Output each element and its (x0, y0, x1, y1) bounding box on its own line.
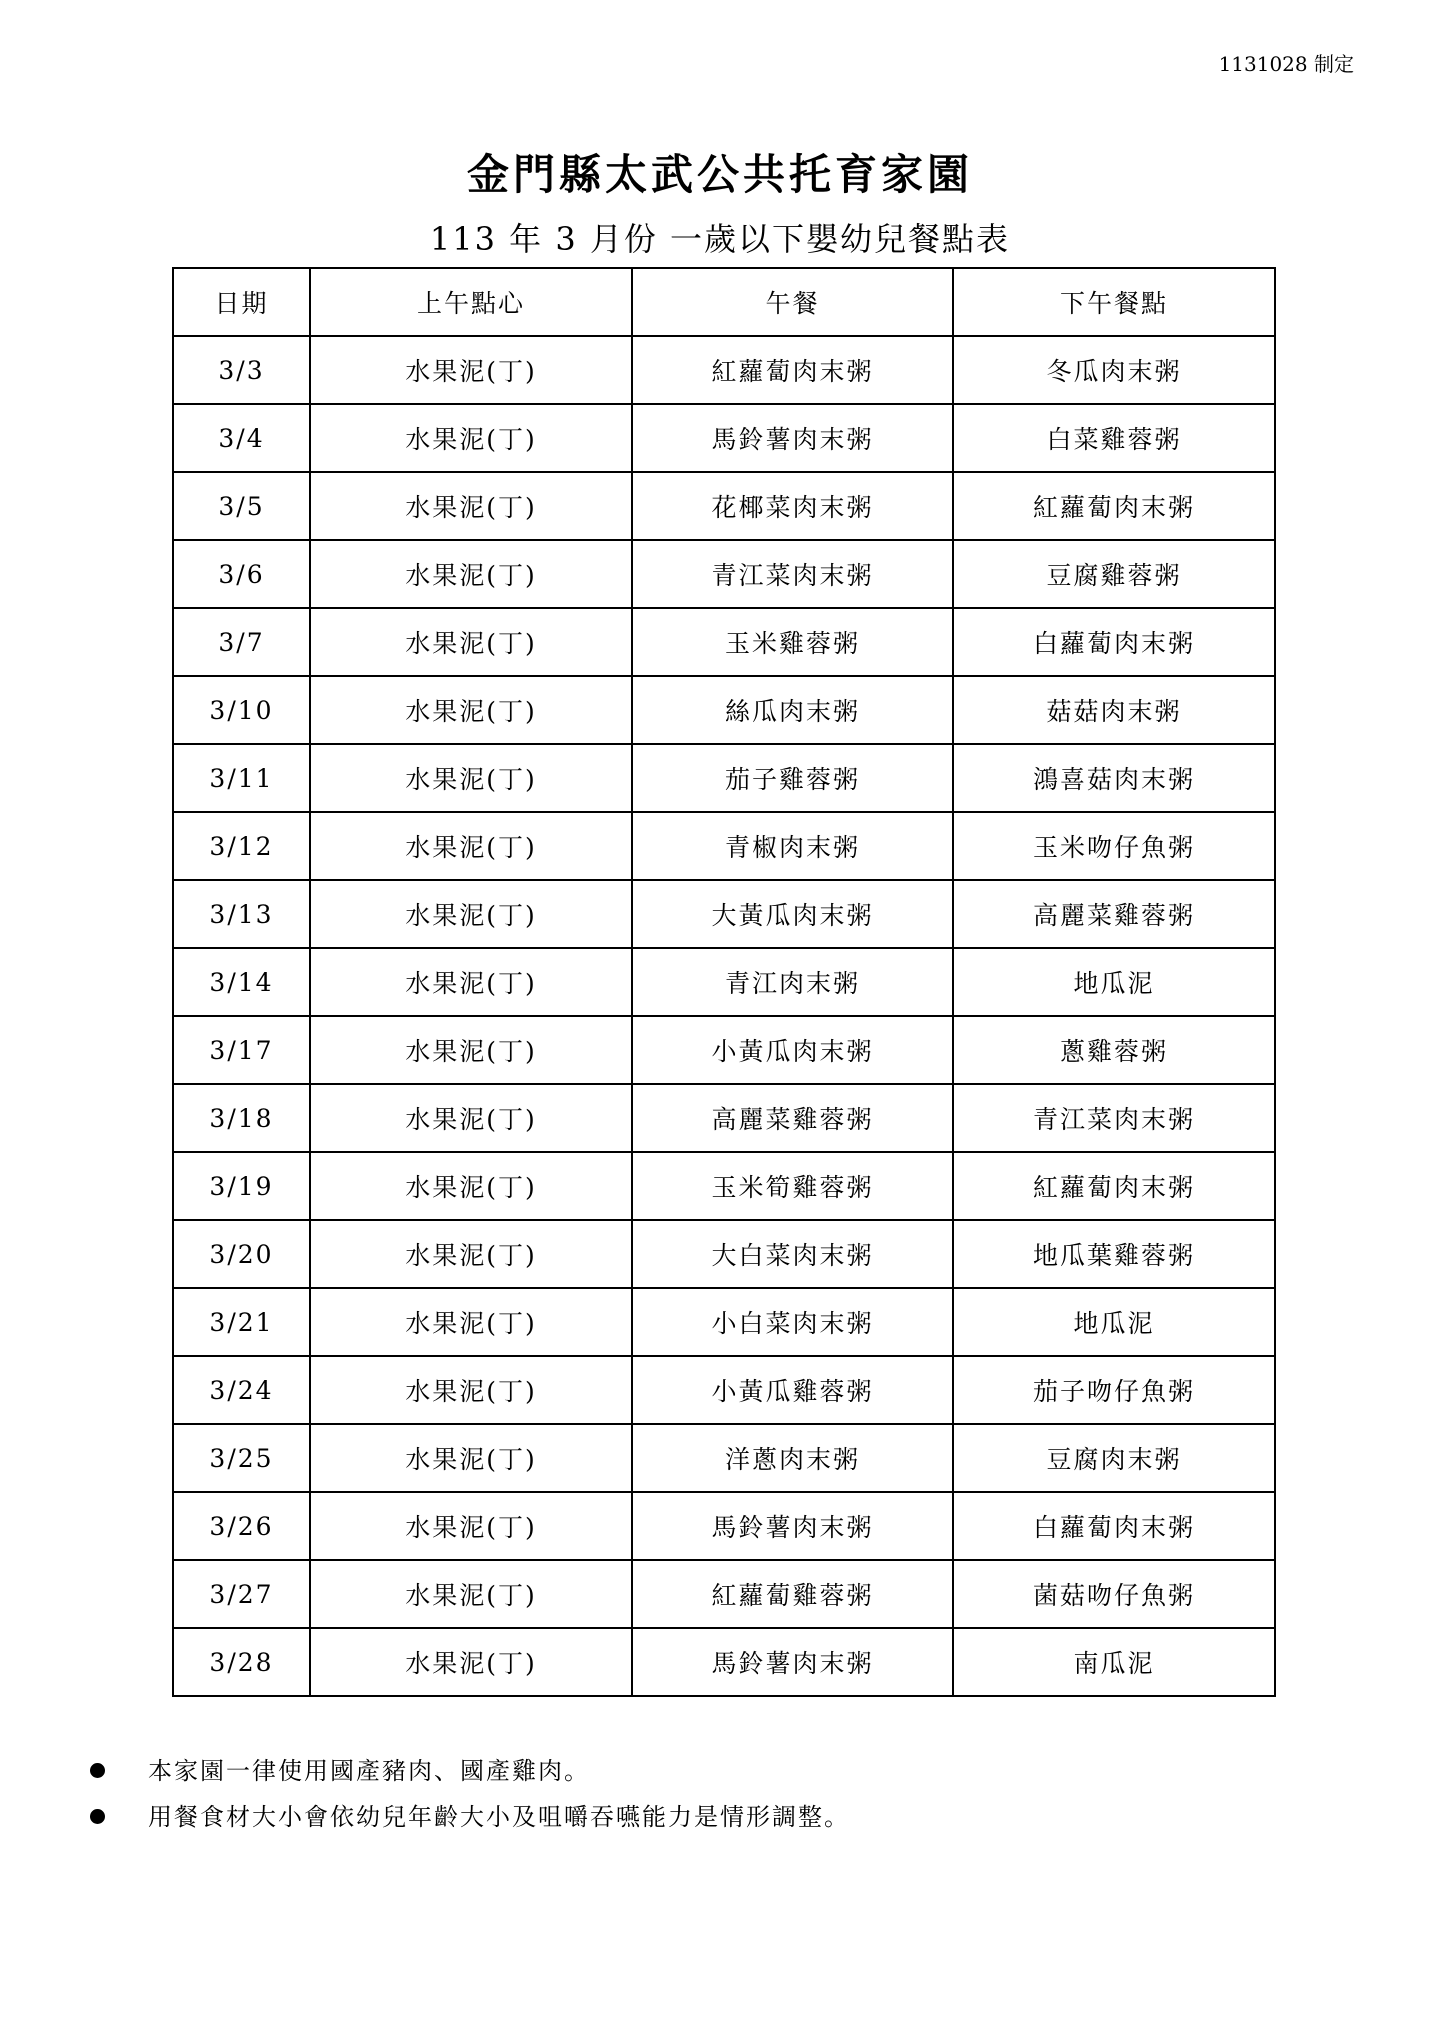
cell-morning-snack: 水果泥(丁) (310, 336, 632, 404)
cell-afternoon-snack: 南瓜泥 (953, 1628, 1275, 1696)
cell-lunch: 花椰菜肉末粥 (632, 472, 953, 540)
cell-afternoon-snack: 高麗菜雞蓉粥 (953, 880, 1275, 948)
cell-afternoon-snack: 紅蘿蔔肉末粥 (953, 1152, 1275, 1220)
cell-afternoon-snack: 冬瓜肉末粥 (953, 336, 1275, 404)
cell-morning-snack: 水果泥(丁) (310, 880, 632, 948)
table-row (173, 1628, 1275, 1696)
cell-lunch: 小白菜肉末粥 (632, 1288, 953, 1356)
cell-afternoon-snack: 豆腐雞蓉粥 (953, 540, 1275, 608)
cell-date: 3/27 (173, 1560, 310, 1628)
table-row (173, 540, 1275, 608)
cell-morning-snack: 水果泥(丁) (310, 404, 632, 472)
cell-morning-snack: 水果泥(丁) (310, 1288, 632, 1356)
cell-date: 3/7 (173, 608, 310, 676)
cell-date: 3/18 (173, 1084, 310, 1152)
cell-date: 3/11 (173, 744, 310, 812)
table-row (173, 336, 1275, 404)
cell-afternoon-snack: 紅蘿蔔肉末粥 (953, 472, 1275, 540)
cell-date: 3/3 (173, 336, 310, 404)
cell-lunch: 紅蘿蔔肉末粥 (632, 336, 953, 404)
cell-lunch: 茄子雞蓉粥 (632, 744, 953, 812)
cell-lunch: 馬鈴薯肉末粥 (632, 1628, 953, 1696)
cell-afternoon-snack: 茄子吻仔魚粥 (953, 1356, 1275, 1424)
table-header-row (173, 268, 1275, 336)
cell-morning-snack: 水果泥(丁) (310, 1220, 632, 1288)
cell-lunch: 絲瓜肉末粥 (632, 676, 953, 744)
cell-lunch: 青江菜肉末粥 (632, 540, 953, 608)
cell-afternoon-snack: 蔥雞蓉粥 (953, 1016, 1275, 1084)
cell-afternoon-snack: 玉米吻仔魚粥 (953, 812, 1275, 880)
table-row (173, 1492, 1275, 1560)
cell-morning-snack: 水果泥(丁) (310, 812, 632, 880)
cell-lunch: 馬鈴薯肉末粥 (632, 1492, 953, 1560)
cell-morning-snack: 水果泥(丁) (310, 1152, 632, 1220)
cell-morning-snack: 水果泥(丁) (310, 608, 632, 676)
cell-afternoon-snack: 菇菇肉末粥 (953, 676, 1275, 744)
table-row (173, 880, 1275, 948)
header-lunch: 午餐 (632, 268, 953, 336)
cell-afternoon-snack: 地瓜泥 (953, 1288, 1275, 1356)
cell-date: 3/17 (173, 1016, 310, 1084)
header-morning-snack: 上午點心 (310, 268, 632, 336)
table-row (173, 744, 1275, 812)
cell-morning-snack: 水果泥(丁) (310, 1628, 632, 1696)
table-row (173, 948, 1275, 1016)
cell-morning-snack: 水果泥(丁) (310, 1016, 632, 1084)
bullet-icon (90, 1809, 105, 1824)
cell-lunch: 洋蔥肉末粥 (632, 1424, 953, 1492)
cell-date: 3/19 (173, 1152, 310, 1220)
table-row (173, 812, 1275, 880)
table-row (173, 1356, 1275, 1424)
cell-lunch: 青椒肉末粥 (632, 812, 953, 880)
bullet-icon (90, 1763, 105, 1778)
cell-lunch: 紅蘿蔔雞蓉粥 (632, 1560, 953, 1628)
cell-date: 3/4 (173, 404, 310, 472)
cell-date: 3/13 (173, 880, 310, 948)
table-row (173, 1152, 1275, 1220)
page-subtitle: 113 年 3 月份 一歲以下嬰幼兒餐點表 (429, 220, 1011, 258)
cell-date: 3/6 (173, 540, 310, 608)
cell-lunch: 小黃瓜雞蓉粥 (632, 1356, 953, 1424)
cell-morning-snack: 水果泥(丁) (310, 1084, 632, 1152)
document-code: 1131028 制定 (1218, 52, 1354, 76)
cell-lunch: 高麗菜雞蓉粥 (632, 1084, 953, 1152)
cell-date: 3/10 (173, 676, 310, 744)
cell-date: 3/14 (173, 948, 310, 1016)
notes-list (90, 1748, 1290, 1840)
cell-afternoon-snack: 菌菇吻仔魚粥 (953, 1560, 1275, 1628)
cell-date: 3/20 (173, 1220, 310, 1288)
cell-afternoon-snack: 地瓜葉雞蓉粥 (953, 1220, 1275, 1288)
table-row (173, 404, 1275, 472)
table-row (173, 676, 1275, 744)
table-row (173, 472, 1275, 540)
cell-lunch: 青江肉末粥 (632, 948, 953, 1016)
note-text: 用餐食材大小會依幼兒年齡大小及咀嚼吞嚥能力是情形調整。 (148, 1803, 850, 1831)
cell-morning-snack: 水果泥(丁) (310, 1356, 632, 1424)
page-title: 金門縣太武公共托育家園 (466, 150, 973, 199)
cell-lunch: 馬鈴薯肉末粥 (632, 404, 953, 472)
cell-afternoon-snack: 白蘿蔔肉末粥 (953, 608, 1275, 676)
cell-afternoon-snack: 鴻喜菇肉末粥 (953, 744, 1275, 812)
table-row (173, 608, 1275, 676)
cell-date: 3/25 (173, 1424, 310, 1492)
cell-date: 3/12 (173, 812, 310, 880)
note-text: 本家園一律使用國產豬肉、國產雞肉。 (148, 1757, 590, 1785)
cell-date: 3/26 (173, 1492, 310, 1560)
table-body (173, 336, 1275, 1696)
cell-afternoon-snack: 白菜雞蓉粥 (953, 404, 1275, 472)
cell-morning-snack: 水果泥(丁) (310, 472, 632, 540)
table-row (173, 1424, 1275, 1492)
cell-lunch: 大黃瓜肉末粥 (632, 880, 953, 948)
table-row (173, 1016, 1275, 1084)
cell-lunch: 玉米筍雞蓉粥 (632, 1152, 953, 1220)
header-afternoon-snack: 下午餐點 (953, 268, 1275, 336)
cell-date: 3/5 (173, 472, 310, 540)
cell-morning-snack: 水果泥(丁) (310, 948, 632, 1016)
cell-lunch: 玉米雞蓉粥 (632, 608, 953, 676)
table-row (173, 1560, 1275, 1628)
cell-afternoon-snack: 白蘿蔔肉末粥 (953, 1492, 1275, 1560)
note-item (90, 1794, 1290, 1840)
note-item (90, 1748, 1290, 1794)
table-row (173, 1220, 1275, 1288)
cell-morning-snack: 水果泥(丁) (310, 1424, 632, 1492)
header-date: 日期 (173, 268, 310, 336)
cell-morning-snack: 水果泥(丁) (310, 1492, 632, 1560)
cell-date: 3/28 (173, 1628, 310, 1696)
cell-morning-snack: 水果泥(丁) (310, 540, 632, 608)
table-row (173, 1084, 1275, 1152)
cell-afternoon-snack: 地瓜泥 (953, 948, 1275, 1016)
table-row (173, 1288, 1275, 1356)
cell-lunch: 大白菜肉末粥 (632, 1220, 953, 1288)
cell-lunch: 小黃瓜肉末粥 (632, 1016, 953, 1084)
cell-date: 3/21 (173, 1288, 310, 1356)
cell-date: 3/24 (173, 1356, 310, 1424)
cell-morning-snack: 水果泥(丁) (310, 744, 632, 812)
cell-afternoon-snack: 豆腐肉末粥 (953, 1424, 1275, 1492)
meal-table (172, 267, 1276, 1697)
cell-afternoon-snack: 青江菜肉末粥 (953, 1084, 1275, 1152)
cell-morning-snack: 水果泥(丁) (310, 676, 632, 744)
cell-morning-snack: 水果泥(丁) (310, 1560, 632, 1628)
